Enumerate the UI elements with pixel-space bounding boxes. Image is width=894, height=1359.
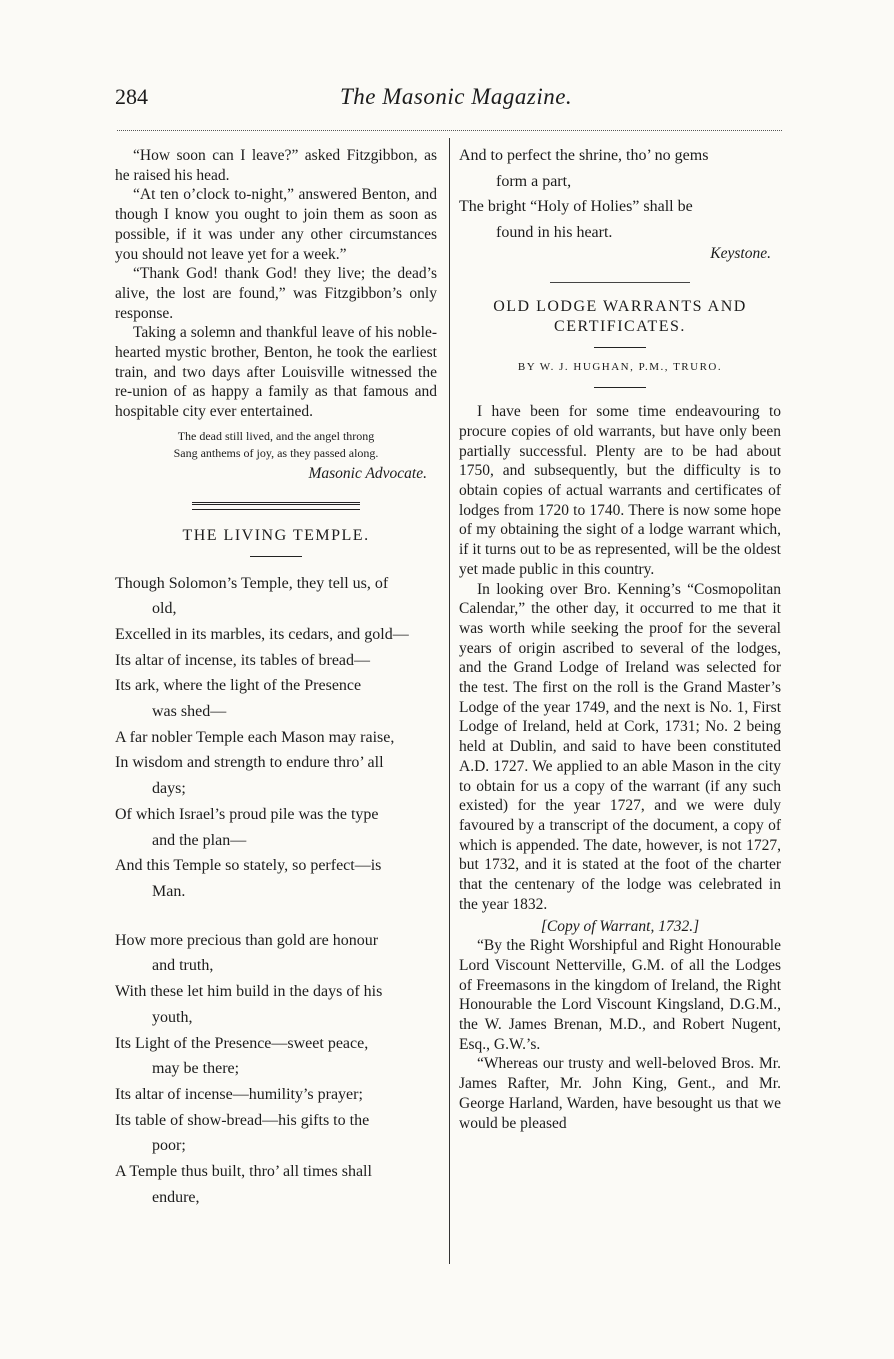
page-number: 284	[115, 84, 148, 109]
story-paragraph: “How soon can I leave?” asked Fitzgibbon, as he raised his head.	[115, 147, 437, 184]
poem-line: and truth,	[152, 957, 214, 975]
couplet-line: Sang anthems of joy, as they passed along.	[173, 445, 379, 460]
poem-line: Its ark, where the light of the Presence	[115, 677, 362, 695]
article-title	[459, 297, 781, 337]
story-paragraph: “Thank God! thank God! they live; the dead’s alive, the lost are found,” was Fitzgibbon’s only response.	[115, 265, 437, 322]
poem-line: Though Solomon’s Temple, they tell us, of	[115, 574, 389, 592]
poem	[115, 571, 437, 1211]
section-divider	[192, 502, 360, 510]
poem-line: How more precious than gold are honour	[115, 931, 379, 949]
title-rule	[594, 347, 646, 348]
poem-line: Its Light of the Presence—sweet peace,	[115, 1034, 369, 1052]
poem-line: In wisdom and strength to endure thro’ all	[115, 754, 384, 772]
poem-line: And to perfect the shrine, tho’ no gems	[459, 147, 709, 164]
poem-line: old,	[152, 600, 177, 618]
poem-line: Of which Israel’s proud pile was the type	[115, 805, 379, 823]
poem-line: and the plan—	[152, 831, 247, 849]
poem-line: Man.	[152, 882, 186, 900]
page-header	[115, 84, 783, 114]
poem-line: Its altar of incense—humility’s prayer;	[115, 1085, 363, 1103]
poem-line: endure,	[152, 1188, 200, 1206]
poem-attribution: Keystone.	[710, 244, 771, 262]
article-title-line: CERTIFICATES.	[554, 317, 686, 335]
poem-line: Excelled in its marbles, its cedars, and gold—	[115, 625, 409, 643]
right-column	[459, 143, 781, 1133]
story-attribution: Masonic Advocate.	[308, 464, 427, 482]
header-rule	[117, 130, 782, 131]
warrant-paragraph: “Whereas our trusty and well-beloved Bros. Mr. James Rafter, Mr. John King, Gent., and Mr. George Harland, Warden, have besought us that we would be pleased	[459, 1055, 781, 1132]
poem-continuation	[459, 143, 781, 246]
story-continuation	[115, 146, 437, 422]
poem-line: form a part,	[496, 172, 572, 190]
story-paragraph: “At ten o’clock to-night,” answered Benton, and though I know you ought to join them as soon as possible, if it was under any other circumstances you should not leave yet for a week.”	[115, 186, 437, 263]
verse-couplet	[115, 428, 437, 462]
column-divider	[449, 138, 450, 1264]
poem-line: found in his heart.	[496, 224, 613, 242]
byline-rule	[594, 387, 646, 388]
title-rule	[250, 556, 302, 557]
poem-line: With these let him build in the days of his	[115, 983, 383, 1001]
poem-line: A Temple thus built, thro’ all times shall	[115, 1163, 372, 1181]
poem-line: Its table of show-bread—his gifts to the	[115, 1111, 370, 1129]
story-paragraph: Taking a solemn and thankful leave of his noble-hearted mystic brother, Benton, he took the earliest train, and two days after Louisville witnessed the re-union of as happy a family as that famous and hospitable city ever entertained.	[115, 324, 437, 421]
left-column	[115, 146, 437, 1210]
poem-line: may be there;	[152, 1060, 240, 1078]
poem-line: The bright “Holy of Holies” shall be	[459, 198, 693, 216]
poem-line: Its altar of incense, its tables of bread—	[115, 651, 371, 669]
copy-heading: [Copy of Warrant, 1732.]	[540, 917, 700, 935]
poem-line: poor;	[152, 1137, 186, 1155]
poem-line: was shed—	[152, 703, 227, 721]
poem-line: A far nobler Temple each Mason may raise,	[115, 728, 395, 746]
poem-line: youth,	[152, 1008, 193, 1026]
magazine-title: The Masonic Magazine.	[340, 84, 573, 109]
section-divider	[550, 282, 690, 283]
article-title-line: OLD LODGE WARRANTS AND	[493, 297, 747, 315]
warrant-paragraph: “By the Right Worshipful and Right Honourable Lord Viscount Netterville, G.M. of all the Lodges of Freemasons in the kingdom of Ireland, the Right Honourable the Lord Viscount Kingsland, D.G.M., the W. James Brenan, M.D., and Robert Nugent, Esq., G.W.’s.	[459, 937, 781, 1053]
couplet-line: The dead still lived, and the angel throng	[177, 428, 375, 443]
article-paragraph: I have been for some time endeavouring to procure copies of old warrants, but have only been partially successful. Plenty are to be had about 1750, and subsequently, but the difficulty is to obtain copies of actual warrants and certificates of lodges from 1720 to 1740. There is now some hope of my obtaining the sight of a lodge warrant which, if it turns out to be as represented, will be the oldest yet made public in this country.	[459, 403, 781, 578]
article-byline: BY W. J. HUGHAN, P.M., TRURO.	[517, 360, 723, 373]
article-body	[459, 402, 781, 1133]
poem-line: And this Temple so stately, so perfect—is	[115, 857, 382, 875]
poem-stanza	[115, 928, 437, 1211]
article-paragraph: In looking over Bro. Kenning’s “Cosmopolitan Calendar,” the other day, it occurred to me that it was worth while seeking the proof for the several years of origin ascribed to several of the lodges, and the Grand Lodge of Ireland was selected for the test. The first on the roll is the Grand Master’s Lodge of the year 1749, and the next is No. 1, First Lodge of Ireland, held at Cork, 1731; No. 2 being held at Dublin, and said to have been constituted A.D. 1727. We applied to an able Mason in the city to obtain for us a copy of the warrant (if any such existed) for the year 1727, and we were duly favoured by a transcript of the document, a copy of which is appended. The date, however, is not 1727, but 1732, and it is stated at the foot of the charter that the centenary of the lodge was celebrated in the year 1832.	[459, 580, 781, 913]
poem-title: THE LIVING TEMPLE.	[182, 526, 370, 544]
poem-stanza	[115, 571, 437, 905]
poem-line: days;	[152, 780, 186, 798]
